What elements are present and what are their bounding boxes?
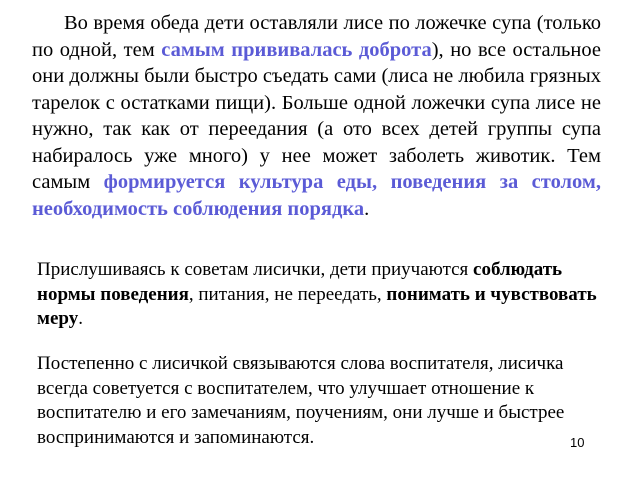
bold-sense-of-measure: понимать и чувствовать меру [37,283,597,329]
paragraph-advice-text-1: Прислушиваясь к советам лисички, дети приучаются [37,259,474,280]
paragraph-advice [37,258,617,332]
paragraph-advice-text-2: , питания, не переедать, [188,283,387,305]
bold-behavior-norms: соблюдать нормы поведения [37,259,563,305]
paragraph-lunch-text-2: ), но все остальное они должны были быстро съедать сами (лиса не любила грязных тарелок с остатками пищи). Больше одной ложечки супа лисе не нужно, так как от переедания (а ото всех детей группы супа набиралось уже много) у нее может заболеть животик. Тем самым [32,38,601,193]
paragraph-teacher: Постепенно с лисичкой связываются слова воспитателя, лисичка всегда советуется с воспитателем, что улучшает отношение к воспитателю и его замечаниям, поучениям, они лучше и быстрее воспринимаются и запоминаются. [37,353,565,448]
highlight-culture: формируется культура еды, поведения за столом, необходимость соблюдения порядка [32,171,601,220]
page-number: 10 [570,435,585,450]
paragraph-lunch-text-3: . [364,197,370,220]
paragraph-advice-text-3: . [78,308,83,329]
paragraph-lunch-text-1: Во время обеда дети оставляли лисе по ложечке супа (только по одной, тем [32,12,601,61]
paragraph-lunch [32,10,601,222]
highlight-kindness: самым прививалась доброта [161,38,432,61]
